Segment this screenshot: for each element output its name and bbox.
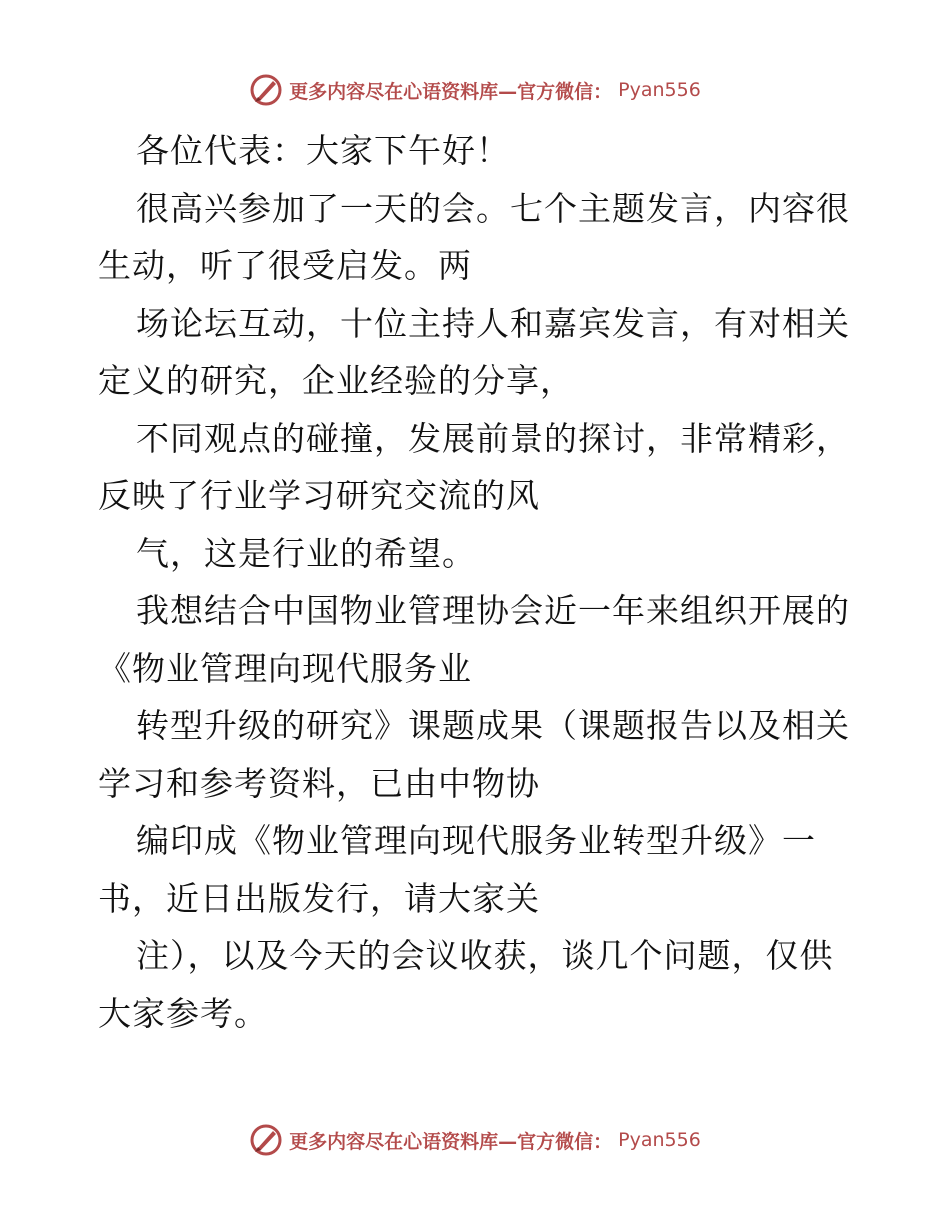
watermark-wechat-id: Pyan556 — [618, 79, 701, 101]
paragraph-7: 转型升级的研究》课题成果（课题报告以及相关学习和参考资料，已由中物协 — [98, 706, 850, 803]
paragraph-3: 场论坛互动，十位主持人和嘉宾发言，有对相关定义的研究，企业经验的分享， — [98, 303, 850, 400]
watermark-text: 更多内容尽在心语资料库—官方微信： — [289, 80, 613, 103]
watermark-wechat-id: Pyan556 — [618, 1129, 701, 1151]
paragraph-1: 各位代表：大家下午好！ — [136, 131, 510, 170]
paragraph-2: 很高兴参加了一天的会。七个主题发言，内容很生动，听了很受启发。两 — [98, 188, 850, 285]
paragraph-9: 注），以及今天的会议收获，谈几个问题，仅供大家参考。 — [98, 936, 834, 1033]
paragraph-8: 编印成《物业管理向现代服务业转型升级》一书，近日出版发行，请大家关 — [98, 821, 816, 918]
quill-logo-icon — [249, 1123, 283, 1157]
footer-watermark — [0, 1120, 950, 1160]
paragraph-6: 我想结合中国物业管理协会近一年来组织开展的《物业管理向现代服务业 — [98, 591, 850, 688]
header-watermark — [0, 70, 950, 110]
quill-logo-icon — [249, 73, 283, 107]
paragraph-5: 气，这是行业的希望。 — [136, 533, 476, 573]
watermark-text: 更多内容尽在心语资料库—官方微信： — [289, 1130, 613, 1153]
document-body — [98, 122, 858, 1042]
paragraph-4: 不同观点的碰撞，发展前景的探讨，非常精彩，反映了行业学习研究交流的风 — [98, 418, 850, 515]
